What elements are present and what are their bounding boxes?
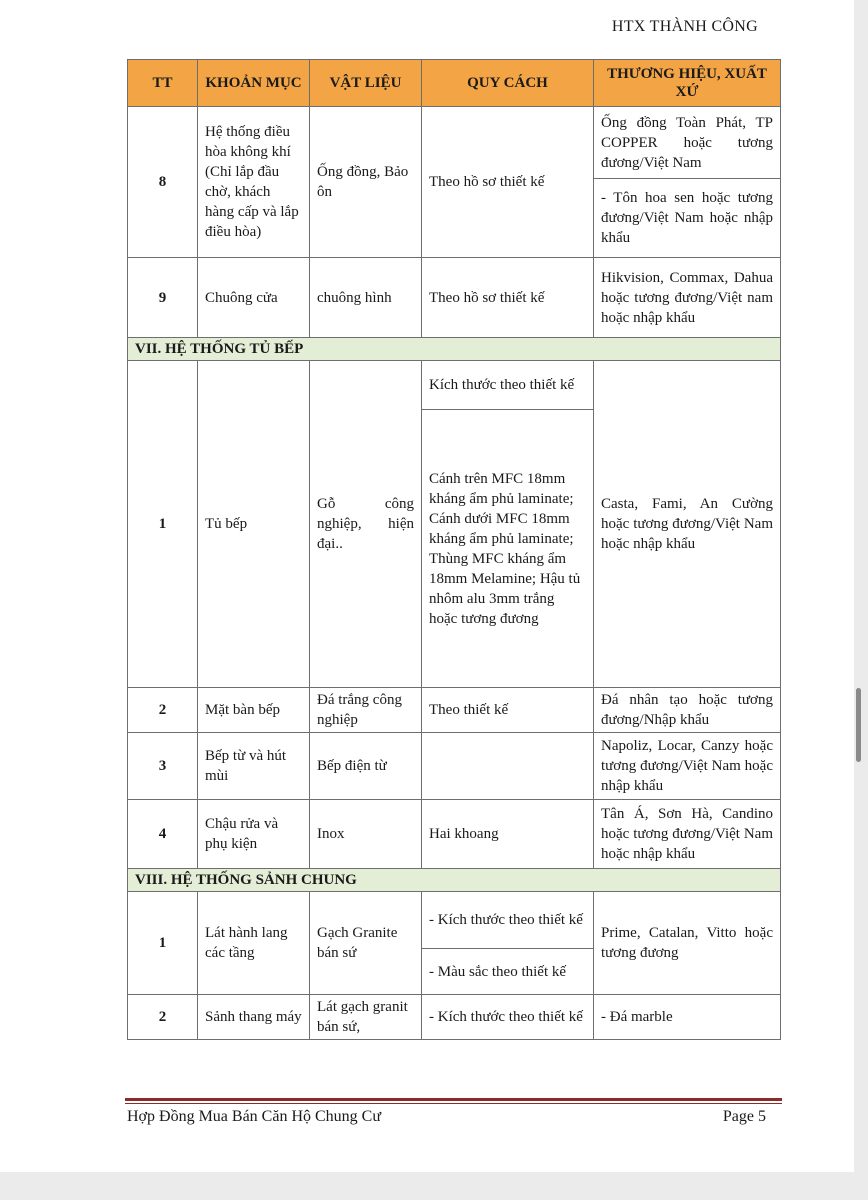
- brand-origin: Napoliz, Locar, Canzy hoặc tương đương/Việt Nam hoặc nhập khẩu: [594, 733, 781, 800]
- material: chuông hình: [310, 258, 422, 338]
- item-name: Bếp từ và hút mùi: [198, 733, 310, 800]
- brand-origin: Tân Á, Sơn Hà, Candino hoặc tương đương/Việt Nam hoặc nhập khẩu: [594, 800, 781, 869]
- row-number: 9: [128, 258, 198, 338]
- table-row: [128, 258, 781, 338]
- row-number: 3: [128, 733, 198, 800]
- col-header-item: KHOẢN MỤC: [198, 60, 310, 107]
- table-row: [128, 688, 781, 733]
- item-name: Chuông cửa: [198, 258, 310, 338]
- item-name: Tủ bếp: [198, 361, 310, 688]
- row-number: 2: [128, 995, 198, 1040]
- specification: Cánh trên MFC 18mm kháng ẩm phủ laminate; Cánh dưới MFC 18mm kháng ẩm phủ laminate; Thùng MFC kháng ẩm 18mm Melamine; Hậu tủ nhôm alu 3mm trắng hoặc tương đương: [422, 410, 594, 688]
- brand-origin: - Tôn hoa sen hoặc tương đương/Việt Nam hoặc nhập khẩu: [594, 179, 781, 258]
- item-name: Sảnh thang máy: [198, 995, 310, 1040]
- company-header: HTX THÀNH CÔNG: [611, 18, 758, 35]
- scrollbar-thumb[interactable]: [856, 688, 861, 762]
- table-row: [128, 733, 781, 800]
- specification: - Kích thước theo thiết kế: [422, 892, 594, 949]
- section-title: VII. HỆ THỐNG TỦ BẾP: [128, 338, 781, 361]
- item-name: Chậu rửa và phụ kiện: [198, 800, 310, 869]
- brand-origin: - Đá marble: [594, 995, 781, 1040]
- item-name: Hệ thống điều hòa không khí (Chỉ lắp đầu chờ, khách hàng cấp và lắp điều hòa): [198, 107, 310, 258]
- row-number: 2: [128, 688, 198, 733]
- table-row: [128, 800, 781, 869]
- brand-origin: Hikvision, Commax, Dahua hoặc tương đương/Việt nam hoặc nhập khẩu: [594, 258, 781, 338]
- specification: Kích thước theo thiết kế: [422, 361, 594, 410]
- specification: [422, 733, 594, 800]
- page-number: Page 5: [722, 1108, 766, 1125]
- material: Gỗ công nghiệp, hiện đại..: [310, 361, 422, 688]
- brand-origin: Casta, Fami, An Cường hoặc tương đương/Việt Nam hoặc nhập khẩu: [594, 361, 781, 688]
- section-row: [128, 869, 781, 892]
- material: Đá trắng công nghiệp: [310, 688, 422, 733]
- footer-document-title: Hợp Đồng Mua Bán Căn Hộ Chung Cư: [127, 1108, 382, 1125]
- footer-divider-thin: [125, 1103, 782, 1104]
- footer-divider: [125, 1098, 782, 1101]
- specification: - Kích thước theo thiết kế: [422, 995, 594, 1040]
- specification-table: [127, 59, 781, 1040]
- row-number: 1: [128, 361, 198, 688]
- col-header-tt: TT: [128, 60, 198, 107]
- section-row: [128, 338, 781, 361]
- item-name: Lát hành lang các tầng: [198, 892, 310, 995]
- col-header-brand: THƯƠNG HIỆU, XUẤT XỨ: [594, 60, 781, 107]
- specification: Theo hồ sơ thiết kế: [422, 258, 594, 338]
- specification: Theo thiết kế: [422, 688, 594, 733]
- col-header-spec: QUY CÁCH: [422, 60, 594, 107]
- item-name: Mặt bàn bếp: [198, 688, 310, 733]
- table-row: [128, 107, 781, 179]
- section-title: VIII. HỆ THỐNG SẢNH CHUNG: [128, 869, 781, 892]
- material: Bếp điện từ: [310, 733, 422, 800]
- col-header-material: VẬT LIỆU: [310, 60, 422, 107]
- brand-origin: Ống đồng Toàn Phát, TP COPPER hoặc tương đương/Việt Nam: [594, 107, 781, 179]
- row-number: 4: [128, 800, 198, 869]
- table-row: [128, 361, 781, 410]
- material: Lát gạch granit bán sứ,: [310, 995, 422, 1040]
- table-header-row: [128, 60, 781, 107]
- brand-origin: Prime, Catalan, Vitto hoặc tương đương: [594, 892, 781, 995]
- table-row: [128, 995, 781, 1040]
- row-number: 8: [128, 107, 198, 258]
- material: Inox: [310, 800, 422, 869]
- specification: - Màu sắc theo thiết kế: [422, 949, 594, 995]
- table-row: [128, 892, 781, 949]
- material: Ống đồng, Bảo ôn: [310, 107, 422, 258]
- row-number: 1: [128, 892, 198, 995]
- specification: Theo hồ sơ thiết kế: [422, 107, 594, 258]
- material: Gạch Granite bán sứ: [310, 892, 422, 995]
- brand-origin: Đá nhân tạo hoặc tương đương/Nhập khẩu: [594, 688, 781, 733]
- specification: Hai khoang: [422, 800, 594, 869]
